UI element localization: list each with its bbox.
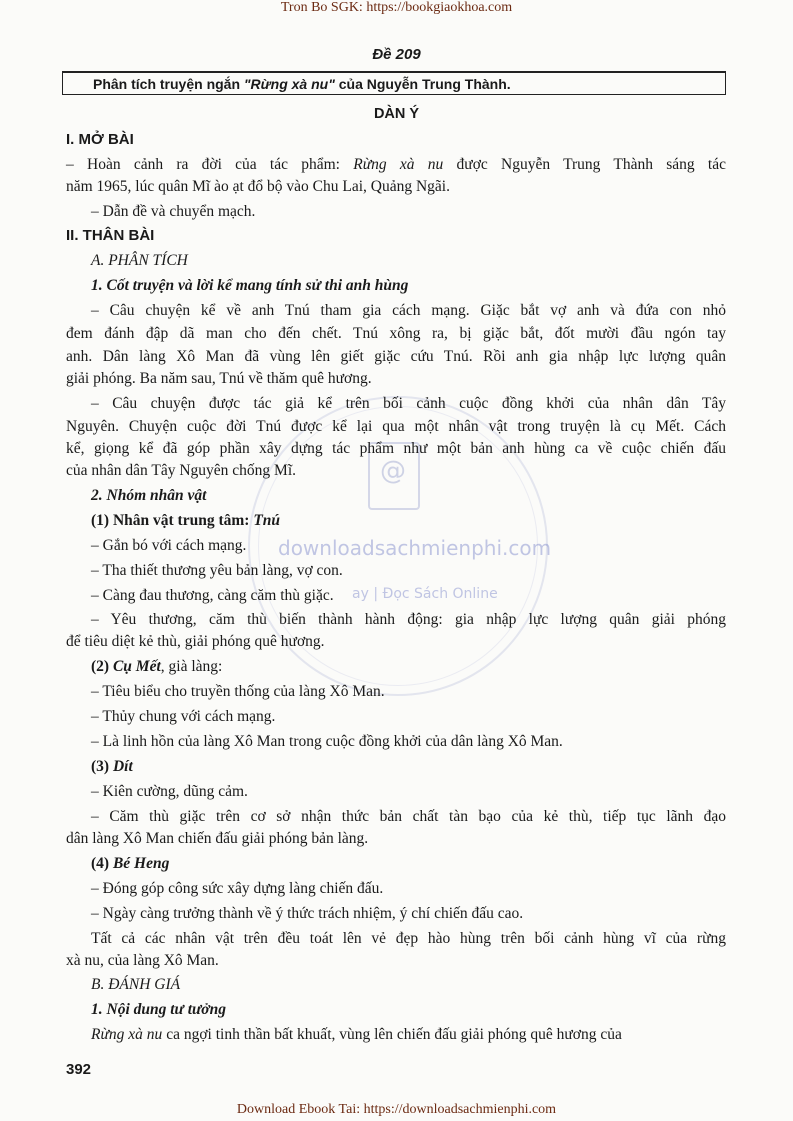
subsection-heading: B. ĐÁNH GIÁ [91, 976, 181, 993]
text-line: – Hoàn cảnh ra đời của tác phẩm: Rừng xà nu được Nguyễn Trung Thành sáng tác [66, 156, 726, 173]
text-line: để tiêu diệt kẻ thù, giải phóng quê hương. [66, 633, 325, 650]
list-item: – Ngày càng trưởng thành về ý thức trách nhiệm, ý chí chiến đấu cao. [91, 905, 524, 922]
list-item: – Là linh hồn của làng Xô Man trong cuộc đồng khởi của dân làng Xô Man. [91, 733, 563, 750]
task-box [62, 71, 726, 95]
text-line: Tất cả các nhân vật trên đều toát lên vẻ đẹp hào hùng trên bối cảnh hùng vĩ của rừng [91, 930, 726, 947]
text-line: Rừng xà nu ca ngợi tinh thần bất khuất, vùng lên chiến đấu giải phóng quê hương của [91, 1026, 622, 1043]
character-heading: (2) Cụ Mết, già làng: [91, 658, 223, 675]
list-item: – Càng đau thương, càng căm thù giặc. [91, 587, 334, 604]
text-line: – Dẫn đề và chuyển mạch. [91, 203, 256, 220]
section-heading-than-bai: II. THÂN BÀI [66, 227, 155, 244]
list-item: – Tiêu biểu cho truyền thống của làng Xô Man. [91, 683, 385, 700]
list-item: – Gắn bó với cách mạng. [91, 537, 247, 554]
subsection-heading: A. PHÂN TÍCH [91, 252, 188, 269]
list-item: – Đóng góp công sức xây dựng làng chiến đấu. [91, 880, 384, 897]
list-item: – Kiên cường, dũng cảm. [91, 783, 248, 800]
section-heading-mo-bai: I. MỞ BÀI [66, 131, 134, 148]
text-line: năm 1965, lúc quân Mĩ ào ạt đổ bộ vào Chu Lai, Quảng Ngãi. [66, 178, 450, 195]
outline-heading: DÀN Ý [373, 106, 420, 122]
text-line: kể, giọng kể đã góp phần xây dựng tác phẩm như một bản anh hùng ca về cuộc chiến đấu [66, 440, 726, 457]
point-heading: 1. Nội dung tư tưởng [91, 1001, 226, 1018]
point-heading: 1. Cốt truyện và lời kể mang tính sử thi anh hùng [91, 277, 409, 294]
text-line: của nhân dân Tây Nguyên chống Mĩ. [66, 462, 297, 479]
text-line: – Căm thù giặc trên cơ sở nhận thức bản chất tàn bạo của kẻ thù, tiếp tục lãnh đạo [91, 808, 726, 825]
character-heading: (4) Bé Heng [91, 855, 170, 872]
header-link[interactable]: Tron Bo SGK: https://bookgiaokhoa.com [280, 0, 513, 15]
character-heading: (1) Nhân vật trung tâm: Tnú [91, 512, 281, 529]
text-line: giải phóng. Ba năm sau, Tnú về thăm quê hương. [66, 370, 372, 387]
list-item: – Thủy chung với cách mạng. [91, 708, 276, 725]
text-line: đem đánh đập dã man cho đến chết. Tnú xông ra, bị giặc bắt, đốt mười đầu ngón tay [66, 325, 726, 342]
watermark-text: downloadsachmienphi.com [278, 536, 552, 560]
task-text: Phân tích truyện ngắn "Rừng xà nu" của Nguyễn Trung Thành. [93, 76, 511, 92]
text-line: – Câu chuyện kể về anh Tnú tham gia cách mạng. Giặc bắt vợ anh và đứa con nhỏ [91, 302, 726, 319]
watermark-subtext: ay | Đọc Sách Online [352, 586, 498, 602]
text-line: xà nu, của làng Xô Man. [66, 952, 219, 969]
at-sign-icon: @ [380, 456, 406, 486]
text-line: anh. Dân làng Xô Man đã vùng lên giết giặc cứu Tnú. Rồi anh gia nhập lực lượng quân [66, 348, 726, 365]
text-line: Nguyên. Chuyện cuộc đời Tnú được kể lại qua một nhân vật trong truyện là cụ Mết. Cách [66, 418, 726, 435]
exam-title: Đề 209 [372, 46, 421, 63]
footer-link[interactable]: Download Ebook Tai: https://downloadsachmienphi.com [236, 1102, 557, 1117]
list-item: – Tha thiết thương yêu bản làng, vợ con. [91, 562, 343, 579]
character-heading: (3) Dít [91, 758, 133, 775]
text-line: dân làng Xô Man chiến đấu giải phóng bản làng. [66, 830, 369, 847]
point-heading: 2. Nhóm nhân vật [91, 487, 207, 504]
page-number: 392 [66, 1061, 92, 1078]
text-line: – Yêu thương, căm thù biến thành hành động: gia nhập lực lượng quân giải phóng [91, 611, 726, 628]
text-line: – Câu chuyện được tác giả kể trên bối cảnh cuộc đồng khởi của nhân dân Tây [91, 395, 726, 412]
